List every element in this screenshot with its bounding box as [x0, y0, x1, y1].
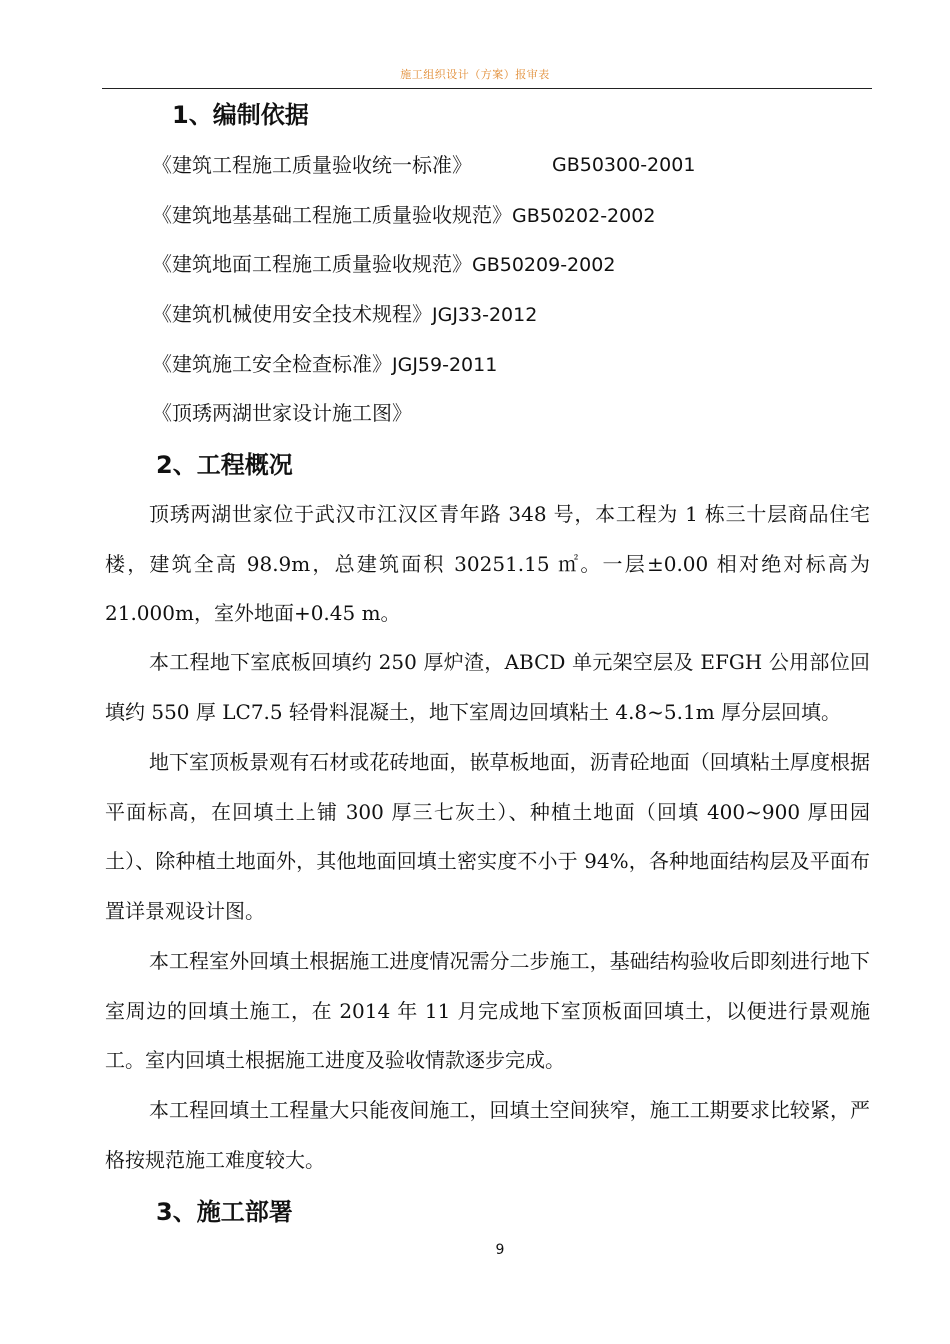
reference-code: GB50300-2001: [552, 154, 696, 176]
section-heading-deployment: 3、施工部署: [156, 1198, 293, 1226]
reference-item: [152, 200, 655, 231]
reference-code: JGJ33-2012: [432, 304, 538, 326]
reference-item: [152, 249, 615, 280]
reference-item: [152, 398, 412, 429]
reference-title: 《建筑机械使用安全技术规程》: [152, 302, 432, 326]
reference-title: 《建筑地面工程施工质量验收规范》: [152, 252, 472, 276]
section-heading-overview: 2、工程概况: [156, 451, 293, 479]
overview-paragraph: 本工程室外回填土根据施工进度情况需分二步施工，基础结构验收后即刻进行地下室周边的回填土施工，在 2014 年 11 月完成地下室顶板面回填土，以便进行景观施工。室内回填土根据施工进度及验收情款逐步完成。: [105, 949, 870, 1073]
reference-title: 《建筑地基基础工程施工质量验收规范》: [152, 203, 512, 227]
reference-item: [152, 150, 696, 180]
reference-code: GB50202-2002: [512, 205, 656, 227]
overview-paragraph: 本工程回填土工程量大只能夜间施工，回填土空间狭窄，施工工期要求比较紧，严格按规范施工难度较大。: [105, 1098, 870, 1172]
overview-paragraph: 顶琇两湖世家位于武汉市江汉区青年路 348 号，本工程为 1 栋三十层商品住宅楼，建筑全高 98.9m，总建筑面积 30251.15 ㎡。一层±0.00 相对绝对标高为 21.000m，室外地面+0.45 m。: [105, 502, 870, 626]
overview-paragraph: 地下室顶板景观有石材或花砖地面，嵌草板地面，沥青砼地面（回填粘土厚度根据平面标高，在回填土上铺 300 厚三七灰土）、种植土地面（回填 400~900 厚田园土）、除种植土地面外，其他地面回填土密实度不小于 94%，各种地面结构层及平面布置详景观设计图。: [105, 750, 870, 923]
header-divider: [102, 88, 872, 89]
reference-code: JGJ59-2011: [392, 354, 498, 376]
page-header-title: 施工组织设计（方案）报审表: [400, 68, 550, 81]
overview-paragraph: 本工程地下室底板回填约 250 厚炉渣，ABCD 单元架空层及 EFGH 公用部位回填约 550 厚 LC7.5 轻骨料混凝土，地下室周边回填粘土 4.8~5.1m 厚分层回填。: [105, 650, 870, 724]
reference-item: [152, 299, 537, 330]
reference-title: 《建筑施工安全检查标准》: [152, 352, 392, 376]
page-number: 9: [495, 1242, 505, 1258]
section-heading-basis: 1、编制依据: [172, 101, 309, 129]
reference-item: [152, 349, 497, 380]
reference-code: GB50209-2002: [472, 254, 616, 276]
reference-title: 《顶琇两湖世家设计施工图》: [152, 401, 412, 425]
reference-title: 《建筑工程施工质量验收统一标准》: [152, 153, 472, 177]
